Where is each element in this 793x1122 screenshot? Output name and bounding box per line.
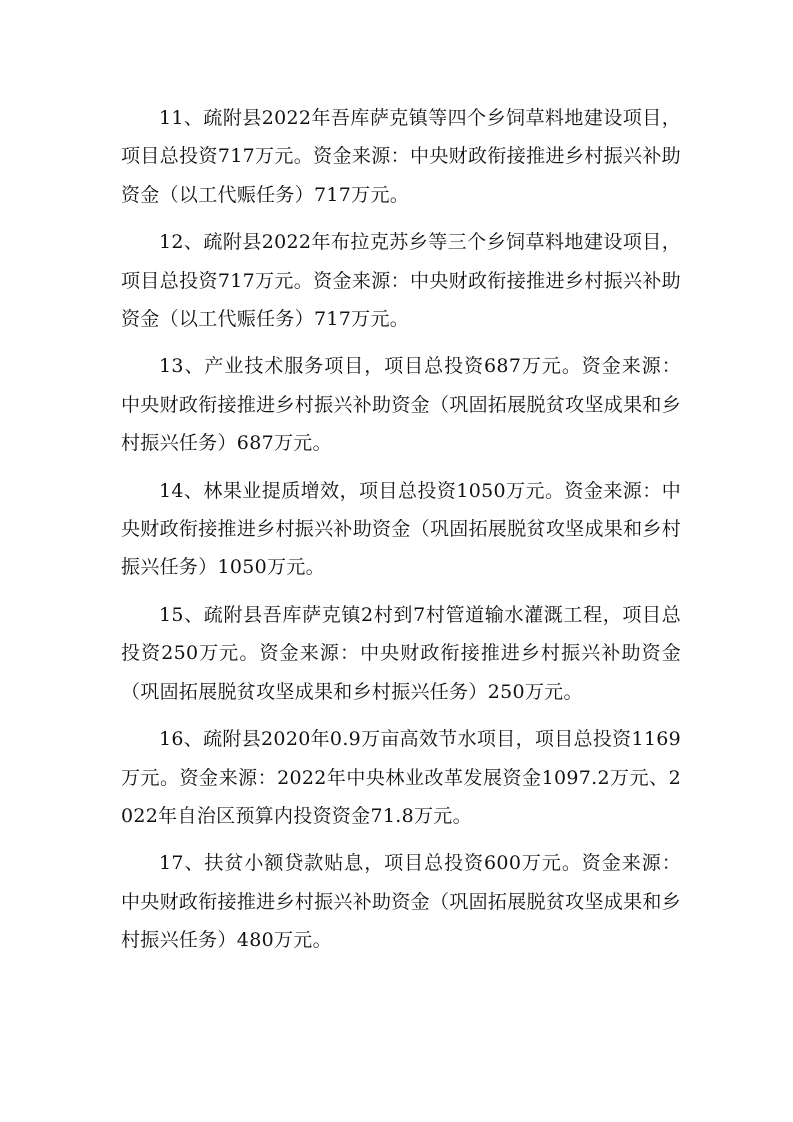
project-item-13: 13、产业技术服务项目，项目总投资687万元。资金来源：中央财政衔接推进乡村振兴补助资金（巩固拓展脱贫攻坚成果和乡村振兴任务）687万元。 [121, 355, 681, 455]
document-body [121, 99, 681, 969]
project-item-15: 15、疏附县吾库萨克镇2村到7村管道输水灌溉工程，项目总投资250万元。资金来源：中央财政衔接推进乡村振兴补助资金（巩固拓展脱贫攻坚成果和乡村振兴任务）250万元。 [121, 603, 681, 703]
project-item-11: 11、疏附县2022年吾库萨克镇等四个乡饲草料地建设项目，项目总投资717万元。资金来源：中央财政衔接推进乡村振兴补助资金（以工代赈任务）717万元。 [121, 107, 681, 206]
project-item-14: 14、林果业提质增效，项目总投资1050万元。资金来源：中央财政衔接推进乡村振兴补助资金（巩固拓展脱贫攻坚成果和乡村振兴任务）1050万元。 [121, 479, 681, 579]
project-item-17: 17、扶贫小额贷款贴息，项目总投资600万元。资金来源：中央财政衔接推进乡村振兴补助资金（巩固拓展脱贫攻坚成果和乡村振兴任务）480万元。 [121, 852, 681, 952]
project-item-16: 16、疏附县2020年0.9万亩高效节水项目，项目总投资1169万元。资金来源：2022年中央林业改革发展资金1097.2万元、2022年自治区预算内投资资金71.8万元。 [121, 728, 681, 827]
project-item-12: 12、疏附县2022年布拉克苏乡等三个乡饲草料地建设项目，项目总投资717万元。资金来源：中央财政衔接推进乡村振兴补助资金（以工代赈任务）717万元。 [121, 231, 681, 331]
